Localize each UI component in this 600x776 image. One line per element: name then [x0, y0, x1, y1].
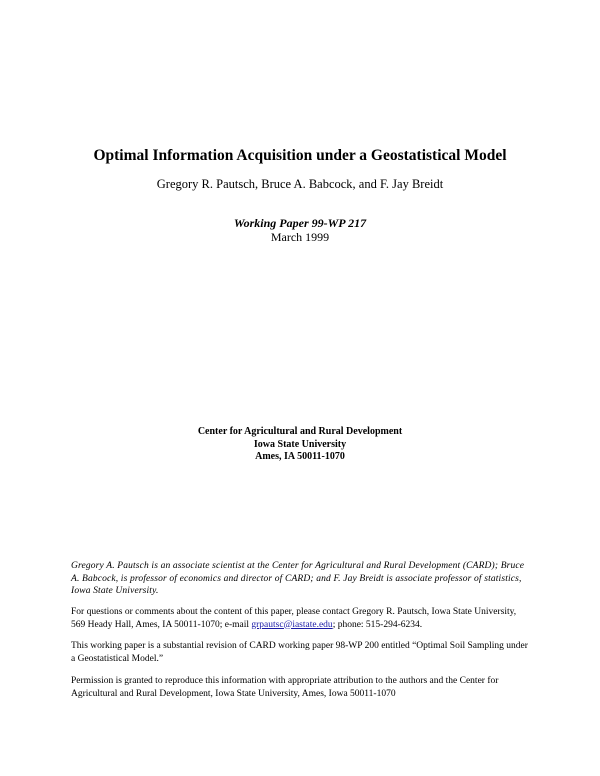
contact-note — [71, 606, 531, 631]
university-name: Iowa State University — [253, 438, 347, 450]
paper-authors: Gregory R. Pautsch, Bruce A. Babcock, and F. Jay Breidt — [156, 177, 444, 191]
permission-note: Permission is granted to reproduce this information with appropriate attribution to the authors and the Center for Agricultural and Rural Development, Iowa State University, Ames, Iowa 50011-1070 — [71, 676, 499, 699]
working-paper-date: March 1999 — [270, 230, 330, 244]
contact-email-link[interactable]: grpautsc@iastate.edu — [251, 619, 333, 630]
revision-note: This working paper is a substantial revision of CARD working paper 98-WP 200 entitled “Optimal Soil Sampling under a Geostatistical Model.” — [71, 641, 528, 664]
institution-address: Ames, IA 50011-1070 — [255, 451, 345, 462]
institution-block — [0, 426, 600, 464]
institution-name: Center for Agricultural and Rural Development — [197, 426, 403, 437]
author-affiliations: Gregory A. Pautsch is an associate scientist at the Center for Agricultural and Rural Development (CARD); Bruce A. Babcock, is professor of economics and director of CARD; and F. Jay Breidt is associate professor of statistics, Iowa State University. — [71, 561, 525, 596]
paper-title: Optimal Information Acquisition under a Geostatistical Model — [93, 147, 507, 164]
contact-text-suffix: ; phone: 515-294-6234. — [332, 619, 423, 630]
working-paper-label: Working Paper 99-WP 217 — [233, 216, 367, 230]
contact-text-prefix: For questions or comments about the content of this paper, please contact Gregory R. Pautsch, Iowa State University, 569 Heady Hall, Ames, IA 50011-1070; e-mail — [71, 607, 517, 630]
